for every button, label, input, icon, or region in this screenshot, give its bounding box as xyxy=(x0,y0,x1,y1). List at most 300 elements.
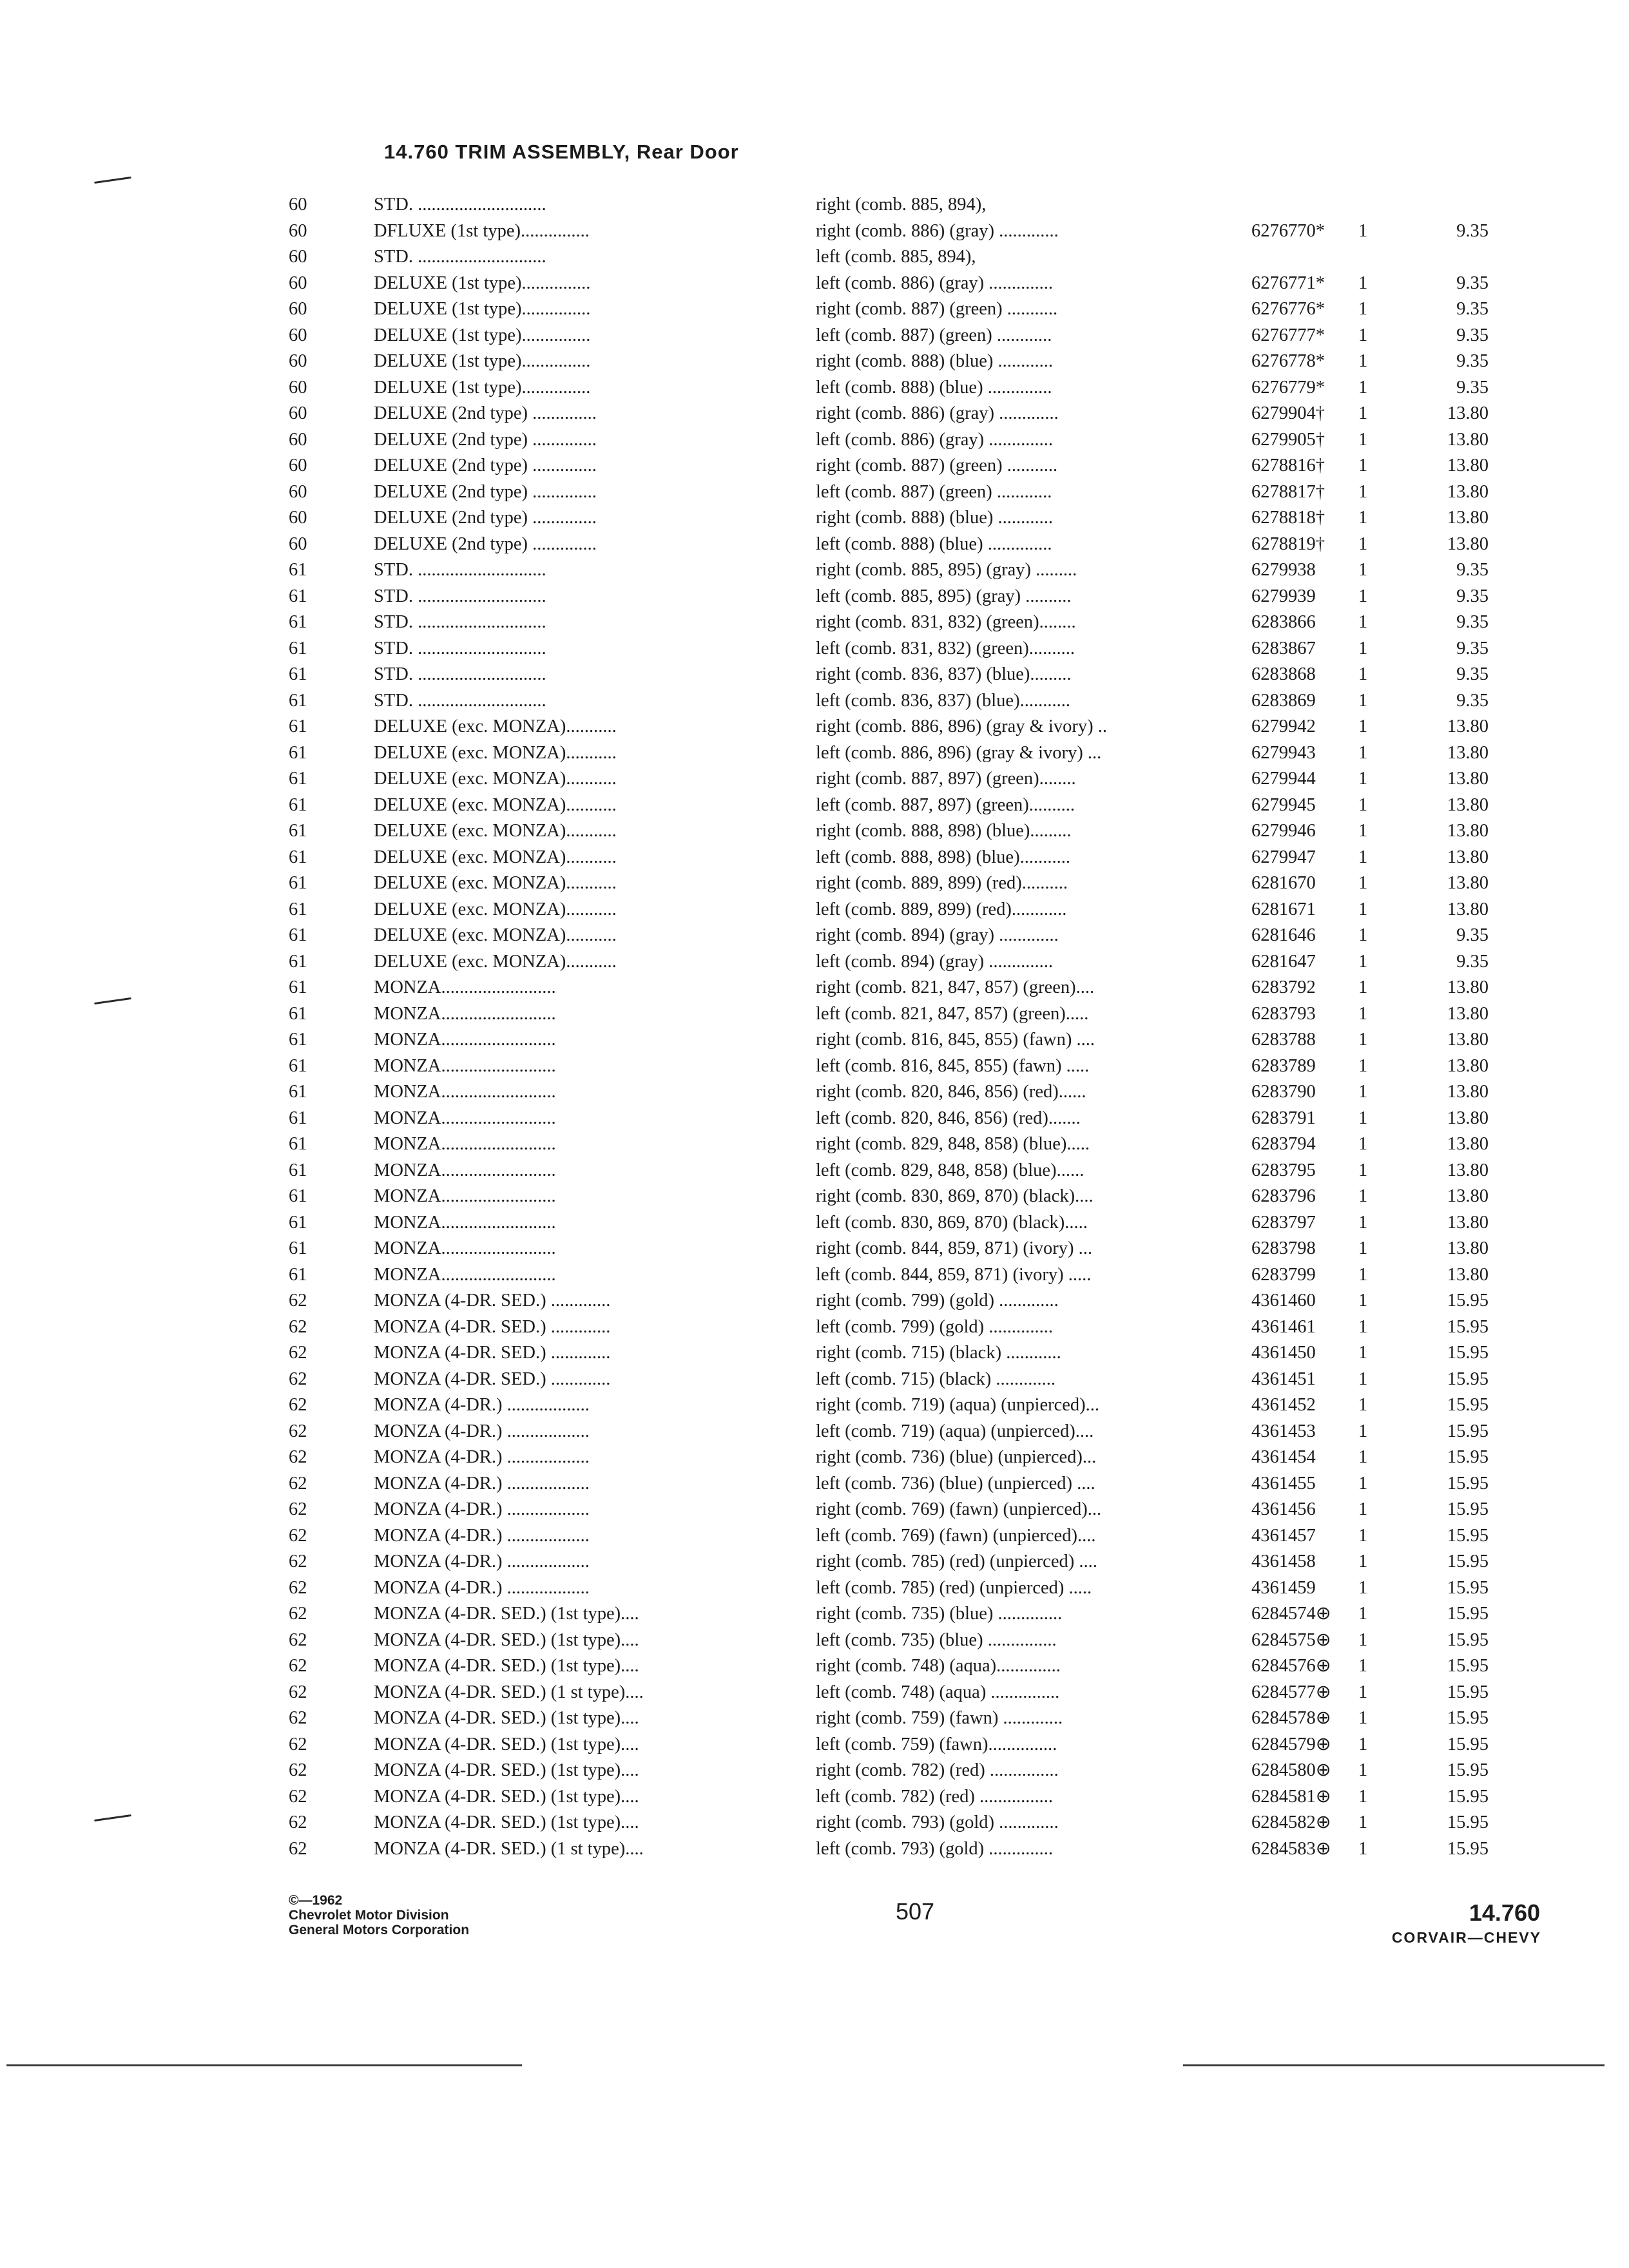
model-description: MONZA (4-DR. SED.) (1st type).... xyxy=(374,1760,639,1780)
table-row xyxy=(284,1210,1540,1236)
part-number: 6278818† xyxy=(1251,508,1325,528)
table-row xyxy=(284,192,1540,218)
model-description: DELUXE (2nd type) .............. xyxy=(374,508,597,528)
model-description: MONZA (4-DR. SED.) (1st type).... xyxy=(374,1734,639,1754)
trim-description: left (comb. 769) (fawn) (unpierced).... xyxy=(816,1525,1096,1546)
quantity: 1 xyxy=(1358,1160,1368,1180)
quantity: 1 xyxy=(1358,951,1368,972)
model-description: MONZA......................... xyxy=(374,1055,556,1076)
table-row xyxy=(284,1419,1540,1445)
table-row xyxy=(284,1001,1540,1028)
model-year: 62 xyxy=(289,1395,307,1415)
part-number: 4361450 xyxy=(1251,1343,1316,1363)
part-number: 6283866 xyxy=(1251,612,1316,632)
model-description: MONZA (4-DR. SED.) (1 st type).... xyxy=(374,1682,644,1702)
price: 9.35 xyxy=(1456,351,1489,371)
model-description: MONZA (4-DR. SED.) ............. xyxy=(374,1291,611,1311)
part-number: 6283869 xyxy=(1251,690,1316,711)
price: 15.95 xyxy=(1447,1577,1489,1598)
trim-description: left (comb. 887) (green) ............ xyxy=(816,481,1052,502)
quantity: 1 xyxy=(1358,1786,1368,1807)
page-title: 14.760 TRIM ASSEMBLY, Rear Door xyxy=(384,140,739,163)
part-number: 6276770* xyxy=(1251,220,1325,241)
model-year: 62 xyxy=(289,1604,307,1624)
quantity: 1 xyxy=(1358,1291,1368,1311)
quantity: 1 xyxy=(1358,1577,1368,1598)
model-description: MONZA......................... xyxy=(374,1264,556,1285)
quantity: 1 xyxy=(1358,1316,1368,1337)
quantity: 1 xyxy=(1358,1212,1368,1233)
table-row xyxy=(284,1628,1540,1654)
model-year: 60 xyxy=(289,220,307,241)
edge-line xyxy=(6,2064,522,2066)
model-year: 61 xyxy=(289,769,307,789)
model-description: DELUXE (2nd type) .............. xyxy=(374,533,597,554)
part-number: 4361451 xyxy=(1251,1369,1316,1389)
trim-description: left (comb. 885, 894), xyxy=(816,247,976,267)
model-description: STD. ............................ xyxy=(374,195,546,215)
quantity: 1 xyxy=(1358,508,1368,528)
model-year: 62 xyxy=(289,1525,307,1546)
model-year: 60 xyxy=(289,403,307,423)
table-row xyxy=(284,401,1540,427)
model-description: MONZA (4-DR. SED.) (1st type).... xyxy=(374,1656,639,1676)
part-number: 6284577⊕ xyxy=(1251,1682,1331,1702)
price: 13.80 xyxy=(1447,1160,1489,1180)
part-number: 6284576⊕ xyxy=(1251,1656,1331,1676)
price: 15.95 xyxy=(1447,1656,1489,1676)
model-description: MONZA (4-DR. SED.) ............. xyxy=(374,1369,611,1389)
price: 15.95 xyxy=(1447,1499,1489,1519)
trim-description: right (comb. 816, 845, 855) (fawn) .... xyxy=(816,1030,1095,1050)
model-year: 60 xyxy=(289,456,307,476)
price: 13.80 xyxy=(1447,429,1489,450)
table-row xyxy=(284,271,1540,297)
model-year: 61 xyxy=(289,742,307,763)
table-row xyxy=(284,923,1540,949)
quantity: 1 xyxy=(1358,1082,1368,1102)
model-description: MONZA......................... xyxy=(374,1186,556,1206)
quantity: 1 xyxy=(1358,742,1368,763)
trim-description: left (comb. 782) (red) ................ xyxy=(816,1786,1054,1807)
model-year: 62 xyxy=(289,1552,307,1571)
model-description: MONZA......................... xyxy=(374,1160,556,1180)
quantity: 1 xyxy=(1358,299,1368,319)
table-row xyxy=(284,740,1540,767)
quantity: 1 xyxy=(1358,377,1368,398)
model-year: 61 xyxy=(289,1082,307,1102)
price: 15.95 xyxy=(1447,1343,1489,1363)
model-description: STD. ............................ xyxy=(374,247,546,267)
model-year: 62 xyxy=(289,1447,307,1467)
part-number: 6279943 xyxy=(1251,742,1316,763)
model-year: 60 xyxy=(289,429,307,450)
quantity: 1 xyxy=(1358,1264,1368,1285)
model-year: 60 xyxy=(289,195,307,215)
quantity: 1 xyxy=(1358,977,1368,997)
model-description: MONZA......................... xyxy=(374,977,556,997)
quantity: 1 xyxy=(1358,690,1368,711)
table-row xyxy=(284,584,1540,610)
table-row xyxy=(284,1027,1540,1053)
part-number: 6283792 xyxy=(1251,977,1316,997)
price: 13.80 xyxy=(1447,456,1489,476)
model-year: 61 xyxy=(289,794,307,815)
table-row xyxy=(284,845,1540,871)
quantity: 1 xyxy=(1358,1682,1368,1702)
table-row xyxy=(284,1445,1540,1471)
table-row xyxy=(284,532,1540,558)
table-row xyxy=(284,1680,1540,1706)
price: 13.80 xyxy=(1447,847,1489,867)
model-year: 62 xyxy=(289,1760,307,1780)
quantity: 1 xyxy=(1358,1473,1368,1494)
part-number: 4361461 xyxy=(1251,1316,1316,1337)
quantity: 1 xyxy=(1358,847,1368,867)
price: 13.80 xyxy=(1447,403,1489,423)
table-row xyxy=(284,296,1540,323)
table-row xyxy=(284,1053,1540,1080)
trim-description: left (comb. 829, 848, 858) (blue)...... xyxy=(816,1160,1084,1180)
price: 9.35 xyxy=(1456,560,1489,580)
table-row xyxy=(284,610,1540,636)
table-row xyxy=(284,1106,1540,1132)
model-year: 62 xyxy=(289,1838,307,1859)
trim-description: right (comb. 885, 894), xyxy=(816,195,987,215)
price: 13.80 xyxy=(1447,1264,1489,1285)
trim-description: left (comb. 887, 897) (green).......... xyxy=(816,794,1075,815)
table-row xyxy=(284,453,1540,479)
trim-description: right (comb. 889, 899) (red).......... xyxy=(816,873,1068,893)
model-year: 61 xyxy=(289,664,307,684)
quantity: 1 xyxy=(1358,1108,1368,1128)
part-number: 6279947 xyxy=(1251,847,1316,867)
part-number: 6283788 xyxy=(1251,1030,1316,1050)
table-row xyxy=(284,1340,1540,1367)
table-row xyxy=(284,1758,1540,1784)
trim-description: left (comb. 885, 895) (gray) .......... xyxy=(816,586,1072,606)
quantity: 1 xyxy=(1358,1134,1368,1154)
table-row xyxy=(284,427,1540,454)
parts-table xyxy=(284,192,1540,1862)
model-description: DELUXE (1st type)............... xyxy=(374,325,591,345)
model-description: DELUXE (exc. MONZA)........... xyxy=(374,821,617,841)
part-number: 6276779* xyxy=(1251,377,1325,398)
model-year: 61 xyxy=(289,1264,307,1285)
model-description: STD. ............................ xyxy=(374,586,546,606)
price: 15.95 xyxy=(1447,1734,1489,1754)
model-year: 61 xyxy=(289,1238,307,1258)
table-row xyxy=(284,949,1540,975)
model-year: 62 xyxy=(289,1656,307,1676)
part-number: 6284580⊕ xyxy=(1251,1760,1331,1780)
part-number: 6283797 xyxy=(1251,1212,1316,1233)
trim-description: right (comb. 885, 895) (gray) ......... xyxy=(816,560,1077,580)
table-row xyxy=(284,1497,1540,1523)
trim-description: left (comb. 785) (red) (unpierced) ..... xyxy=(816,1577,1092,1598)
price: 9.35 xyxy=(1456,325,1489,345)
table-row xyxy=(284,714,1540,740)
price: 13.80 xyxy=(1447,481,1489,502)
quantity: 1 xyxy=(1358,533,1368,554)
model-description: MONZA......................... xyxy=(374,1108,556,1128)
model-year: 62 xyxy=(289,1734,307,1754)
page-number: 507 xyxy=(896,1898,935,1925)
trim-description: right (comb. 844, 859, 871) (ivory) ... xyxy=(816,1238,1093,1258)
quantity: 1 xyxy=(1358,1447,1368,1467)
quantity: 1 xyxy=(1358,351,1368,371)
quantity: 1 xyxy=(1358,220,1368,241)
price: 15.95 xyxy=(1447,1604,1489,1624)
model-year: 60 xyxy=(289,273,307,293)
quantity: 1 xyxy=(1358,273,1368,293)
quantity: 1 xyxy=(1358,925,1368,945)
model-description: DELUXE (exc. MONZA)........... xyxy=(374,873,617,893)
table-row xyxy=(284,244,1540,271)
part-number: 6283790 xyxy=(1251,1082,1316,1102)
model-year: 61 xyxy=(289,1003,307,1024)
trim-description: left (comb. 821, 847, 857) (green)..... xyxy=(816,1003,1089,1024)
quantity: 1 xyxy=(1358,481,1368,502)
punch-mark xyxy=(94,997,131,1004)
trim-description: right (comb. 886) (gray) ............. xyxy=(816,220,1059,241)
price: 13.80 xyxy=(1447,1082,1489,1102)
table-row xyxy=(284,1158,1540,1184)
price: 15.95 xyxy=(1447,1760,1489,1780)
model-year: 62 xyxy=(289,1499,307,1519)
table-row xyxy=(284,479,1540,506)
model-description: MONZA......................... xyxy=(374,1003,556,1024)
price: 13.80 xyxy=(1447,1238,1489,1258)
table-row xyxy=(284,557,1540,584)
quantity: 1 xyxy=(1358,429,1368,450)
quantity: 1 xyxy=(1358,899,1368,919)
model-year: 62 xyxy=(289,1343,307,1363)
trim-description: right (comb. 888) (blue) ............ xyxy=(816,508,1054,528)
part-number: 6279905† xyxy=(1251,429,1325,450)
quantity: 1 xyxy=(1358,1525,1368,1546)
model-description: STD. ............................ xyxy=(374,638,546,658)
model-year: 62 xyxy=(289,1812,307,1832)
price: 13.80 xyxy=(1447,899,1489,919)
part-number: 6279938 xyxy=(1251,560,1316,580)
price: 15.95 xyxy=(1447,1552,1489,1571)
part-number: 6283794 xyxy=(1251,1134,1316,1154)
table-row xyxy=(284,1706,1540,1732)
part-number: 6279939 xyxy=(1251,586,1316,606)
model-year: 62 xyxy=(289,1291,307,1311)
price: 15.95 xyxy=(1447,1786,1489,1807)
model-year: 60 xyxy=(289,377,307,398)
model-year: 61 xyxy=(289,977,307,997)
quantity: 1 xyxy=(1358,1030,1368,1050)
price: 13.80 xyxy=(1447,769,1489,789)
part-number: 6283793 xyxy=(1251,1003,1316,1024)
trim-description: left (comb. 844, 859, 871) (ivory) ..... xyxy=(816,1264,1092,1285)
part-number: 6276778* xyxy=(1251,351,1325,371)
part-number: 6281670 xyxy=(1251,873,1316,893)
trim-description: right (comb. 887) (green) ........... xyxy=(816,456,1058,476)
table-row xyxy=(284,1184,1540,1210)
model-description: MONZA......................... xyxy=(374,1212,556,1233)
price: 15.95 xyxy=(1447,1838,1489,1859)
model-description: MONZA (4-DR.) .................. xyxy=(374,1395,590,1415)
model-year: 60 xyxy=(289,325,307,345)
part-number: 6279942 xyxy=(1251,716,1316,736)
trim-description: right (comb. 887) (green) ........... xyxy=(816,299,1058,319)
price: 15.95 xyxy=(1447,1708,1489,1728)
price: 9.35 xyxy=(1456,299,1489,319)
table-row xyxy=(284,1653,1540,1680)
part-number: 6284579⊕ xyxy=(1251,1734,1331,1754)
quantity: 1 xyxy=(1358,325,1368,345)
part-number: 6276771* xyxy=(1251,273,1325,293)
quantity: 1 xyxy=(1358,1838,1368,1859)
model-year: 61 xyxy=(289,612,307,632)
price: 15.95 xyxy=(1447,1812,1489,1832)
quantity: 1 xyxy=(1358,1656,1368,1676)
quantity: 1 xyxy=(1358,1760,1368,1780)
part-number: 6278819† xyxy=(1251,533,1325,554)
table-row xyxy=(284,1262,1540,1289)
trim-description: right (comb. 829, 848, 858) (blue)..... xyxy=(816,1134,1090,1154)
part-number: 6284578⊕ xyxy=(1251,1708,1331,1728)
part-number: 6284583⊕ xyxy=(1251,1838,1331,1859)
part-number: 4361456 xyxy=(1251,1499,1316,1519)
table-row xyxy=(284,1079,1540,1106)
model-description: MONZA......................... xyxy=(374,1238,556,1258)
trim-description: right (comb. 736) (blue) (unpierced)... xyxy=(816,1447,1097,1467)
model-year: 61 xyxy=(289,1108,307,1128)
price: 15.95 xyxy=(1447,1447,1489,1467)
trim-description: left (comb. 830, 869, 870) (black)..... xyxy=(816,1212,1088,1233)
trim-description: left (comb. 836, 837) (blue)........... xyxy=(816,690,1070,711)
trim-description: right (comb. 820, 846, 856) (red)...... xyxy=(816,1082,1086,1102)
corporation-name: General Motors Corporation xyxy=(289,1923,470,1937)
price: 9.35 xyxy=(1456,690,1489,711)
model-description: STD. ............................ xyxy=(374,560,546,580)
price: 9.35 xyxy=(1456,664,1489,684)
model-description: MONZA (4-DR. SED.) (1 st type).... xyxy=(374,1838,644,1859)
quantity: 1 xyxy=(1358,1369,1368,1389)
quantity: 1 xyxy=(1358,560,1368,580)
table-row xyxy=(284,870,1540,897)
table-row xyxy=(284,1836,1540,1863)
table-row xyxy=(284,1523,1540,1550)
quantity: 1 xyxy=(1358,456,1368,476)
model-description: MONZA......................... xyxy=(374,1030,556,1050)
price: 13.80 xyxy=(1447,821,1489,841)
table-row xyxy=(284,1732,1540,1758)
quantity: 1 xyxy=(1358,612,1368,632)
table-row xyxy=(284,662,1540,688)
table-row xyxy=(284,349,1540,375)
copyright: ©—1962 xyxy=(289,1893,343,1908)
quantity: 1 xyxy=(1358,1629,1368,1650)
model-year: 61 xyxy=(289,690,307,711)
trim-description: right (comb. 748) (aqua).............. xyxy=(816,1656,1061,1676)
trim-description: right (comb. 799) (gold) ............. xyxy=(816,1291,1059,1311)
part-number: 4361460 xyxy=(1251,1291,1316,1311)
edge-line xyxy=(1183,2064,1605,2066)
model-year: 60 xyxy=(289,533,307,554)
part-number: 6283796 xyxy=(1251,1186,1316,1206)
trim-description: right (comb. 715) (black) ............ xyxy=(816,1343,1061,1363)
part-number: 6284575⊕ xyxy=(1251,1629,1331,1650)
model-description: DELUXE (exc. MONZA)........... xyxy=(374,899,617,919)
price: 13.80 xyxy=(1447,533,1489,554)
model-description: DFLUXE (1st type)............... xyxy=(374,220,590,241)
part-number: 6283867 xyxy=(1251,638,1316,658)
price: 9.35 xyxy=(1456,638,1489,658)
part-number: 6279944 xyxy=(1251,769,1316,789)
part-number: 4361453 xyxy=(1251,1421,1316,1441)
model-year: 60 xyxy=(289,481,307,502)
model-description: MONZA (4-DR. SED.) (1st type).... xyxy=(374,1812,639,1832)
part-number: 6279946 xyxy=(1251,821,1316,841)
trim-description: left (comb. 831, 832) (green).......... xyxy=(816,638,1075,658)
model-year: 60 xyxy=(289,247,307,267)
price: 15.95 xyxy=(1447,1291,1489,1311)
model-description: DELUXE (exc. MONZA)........... xyxy=(374,742,617,763)
trim-description: left (comb. 735) (blue) ............... xyxy=(816,1629,1057,1650)
price: 13.80 xyxy=(1447,716,1489,736)
part-number: 4361452 xyxy=(1251,1395,1316,1415)
trim-description: left (comb. 886) (gray) .............. xyxy=(816,273,1054,293)
quantity: 1 xyxy=(1358,769,1368,789)
trim-description: right (comb. 821, 847, 857) (green).... xyxy=(816,977,1095,997)
quantity: 1 xyxy=(1358,1552,1368,1571)
model-description: STD. ............................ xyxy=(374,664,546,684)
trim-description: right (comb. 782) (red) ............... xyxy=(816,1760,1059,1780)
model-description: MONZA......................... xyxy=(374,1134,556,1154)
price: 13.80 xyxy=(1447,1186,1489,1206)
model-year: 61 xyxy=(289,1030,307,1050)
model-description: MONZA (4-DR.) .................. xyxy=(374,1499,590,1519)
model-description: MONZA (4-DR. SED.) (1st type).... xyxy=(374,1629,639,1650)
part-number: 6284582⊕ xyxy=(1251,1812,1331,1832)
table-row xyxy=(284,1314,1540,1341)
table-row xyxy=(284,1471,1540,1497)
trim-description: left (comb. 736) (blue) (unpierced) .... xyxy=(816,1473,1095,1494)
trim-description: right (comb. 836, 837) (blue)......... xyxy=(816,664,1072,684)
price: 15.95 xyxy=(1447,1629,1489,1650)
table-row xyxy=(284,793,1540,819)
price: 15.95 xyxy=(1447,1682,1489,1702)
quantity: 1 xyxy=(1358,403,1368,423)
quantity: 1 xyxy=(1358,1812,1368,1832)
part-number: 6278817† xyxy=(1251,481,1325,502)
part-number: 6281646 xyxy=(1251,925,1316,945)
quantity: 1 xyxy=(1358,1238,1368,1258)
table-row xyxy=(284,1236,1540,1262)
model-year: 62 xyxy=(289,1708,307,1728)
price: 13.80 xyxy=(1447,1108,1489,1128)
model-year: 61 xyxy=(289,951,307,972)
vehicle-brand: CORVAIR—CHEVY xyxy=(1391,1929,1541,1946)
division-name: Chevrolet Motor Division xyxy=(289,1908,449,1923)
table-row xyxy=(284,1784,1540,1811)
trim-description: right (comb. 886) (gray) ............. xyxy=(816,403,1059,423)
trim-description: right (comb. 769) (fawn) (unpierced)... xyxy=(816,1499,1102,1519)
table-row xyxy=(284,375,1540,401)
part-number: 6281671 xyxy=(1251,899,1316,919)
price: 15.95 xyxy=(1447,1316,1489,1337)
price: 15.95 xyxy=(1447,1421,1489,1441)
price: 13.80 xyxy=(1447,1030,1489,1050)
table-row xyxy=(284,1288,1540,1314)
price: 15.95 xyxy=(1447,1395,1489,1415)
